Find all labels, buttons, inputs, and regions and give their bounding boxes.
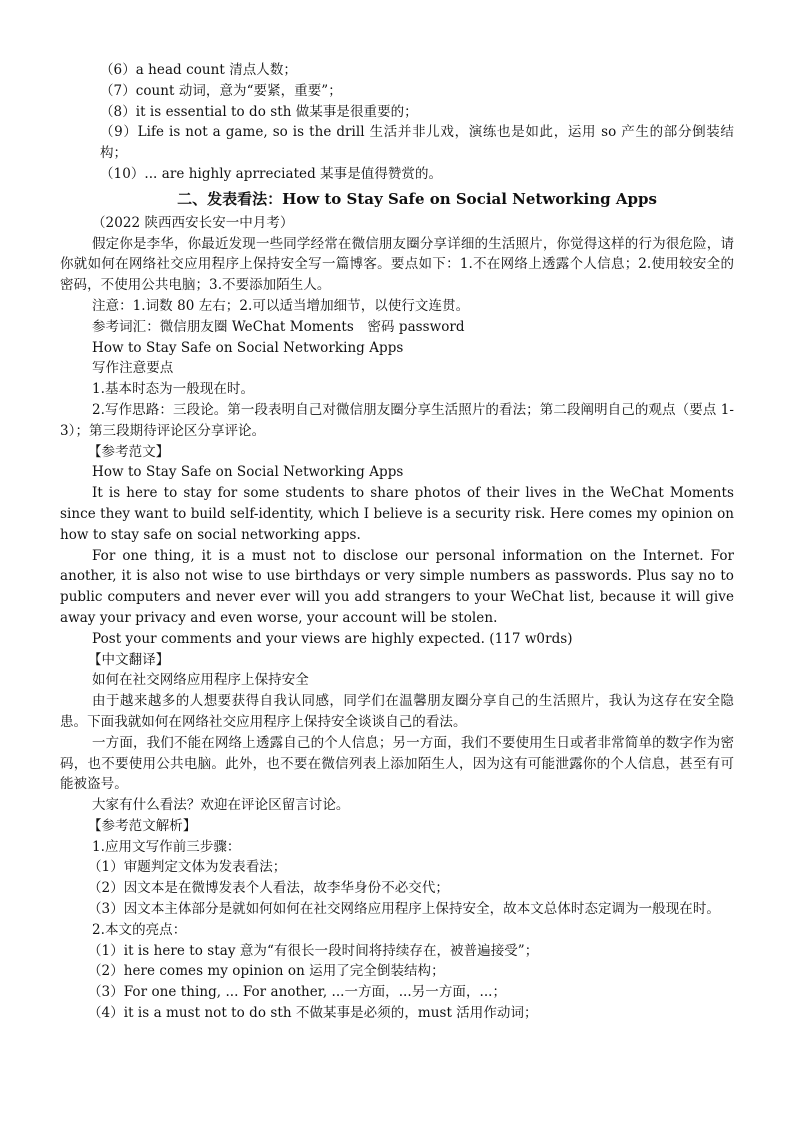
- highlights-heading: 2.本文的亮点：: [92, 921, 187, 938]
- highlight-1: （1）it is here to stay 意为“有很长一段时间将持续存在，被普遍接受”；: [88, 942, 539, 959]
- note-line-9: （9）Life is not a game, so is the drill 生活并非儿戏，演练也是如此，运用 so 产生的部分倒装结构；: [100, 124, 734, 162]
- note-line-6: （6）a head count 清点人数；: [100, 62, 297, 78]
- steps-heading: 1.应用文写作前三步骤：: [92, 838, 241, 855]
- document-body: [60, 60, 734, 1024]
- step-2: （2）因文本是在微博发表个人看法，故李华身份不必交代；: [88, 880, 449, 897]
- sample-essay-label: 【参考范文】: [88, 443, 170, 460]
- note-line-7: （7）count 动词，意为“要紧，重要”；: [100, 82, 342, 99]
- chinese-title: 如何在社交网络应用程序上保持安全: [92, 672, 309, 689]
- english-title-2: How to Stay Safe on Social Networking Apps: [92, 464, 404, 481]
- essay-paragraph-1: It is here to stay for some students to share photos of their lives in the WeChat Moments since they want to build self-identity, which I believe is a security risk. Here comes my opinion on how to stay safe on social networking apps.: [60, 485, 734, 543]
- chinese-paragraph-1: 由于越来越多的人想要获得自我认同感，同学们在温馨朋友圈分享自己的生活照片，我认为这存在安全隐患。下面我就如何在网络社交应用程序上保持安全谈谈自己的看法。: [60, 693, 734, 730]
- note-line-10: （10）... are highly aprreciated 某事是值得赞赏的。: [100, 165, 443, 182]
- chinese-paragraph-3: 大家有什么看法？欢迎在评论区留言讨论。: [92, 797, 350, 814]
- writing-tips-heading: 写作注意要点: [92, 360, 174, 377]
- source-line: （2022 陕西西安长安一中月考）: [92, 214, 294, 231]
- english-title-1: How to Stay Safe on Social Networking Apps: [92, 339, 404, 356]
- essay-paragraph-3: Post your comments and your views are highly expected. (117 w0rds): [92, 630, 573, 647]
- requirements-note: 注意：1.词数 80 左右；2.可以适当增加细节，以使行文连贯。: [92, 297, 470, 314]
- step-3: （3）因文本主体部分是就如何如何在社交网络应用程序上保持安全，故本文总体时态定调为一般现在时。: [88, 901, 720, 918]
- tip-1: 1.基本时态为一般现在时。: [92, 381, 255, 398]
- writing-prompt: 假定你是李华，你最近发现一些同学经常在微信朋友圈分享详细的生活照片，你觉得这样的行为很危险，请你就如何在网络社交应用程序上保持安全写一篇博客。要点如下：1.不在网络上透露个人信息；2.使用较安全的密码，不使用公共电脑；3.不要添加陌生人。: [60, 235, 734, 294]
- highlight-2: （2）here comes my opinion on 运用了完全倒装结构；: [88, 963, 445, 980]
- highlight-4: （4）it is a must not to do sth 不做某事是必须的，must 活用作动词；: [88, 1005, 538, 1022]
- step-1: （1）审题判定文体为发表看法；: [88, 859, 287, 876]
- section-heading: 二、发表看法：How to Stay Safe on Social Networking Apps: [177, 189, 657, 208]
- translation-label: 【中文翻译】: [88, 651, 170, 668]
- chinese-paragraph-2: 一方面，我们不能在网络上透露自己的个人信息；另一方面，我们不要使用生日或者非常简单的数字作为密码，也不要使用公共电脑。此外，也不要在微信列表上添加陌生人，因为这有可能泄露你的个人信息，甚至有可能被盗号。: [60, 734, 734, 793]
- note-line-8: （8）it is essential to do sth 做某事是很重要的；: [100, 103, 418, 120]
- highlight-3: （3）For one thing, ... For another, ...一方面，...另一方面，...；: [88, 984, 507, 1001]
- tip-2: 2.写作思路：三段论。第一段表明自己对微信朋友圈分享生活照片的看法；第二段阐明自己的观点（要点 1-3）；第三段期待评论区分享评论。: [60, 401, 734, 439]
- analysis-label: 【参考范文解析】: [88, 817, 197, 834]
- essay-paragraph-2: For one thing, it is a must not to disclose our personal information on the Internet. For another, it is also not wise to use birthdays or very simple numbers as passwords. Plus say no to public computers and never ever will you add strangers to your WeChat list, because it will give away your privacy and even worse, your account will be stolen.: [60, 547, 734, 626]
- vocabulary-line: 参考词汇：微信朋友圈 WeChat Moments 密码 password: [92, 318, 465, 335]
